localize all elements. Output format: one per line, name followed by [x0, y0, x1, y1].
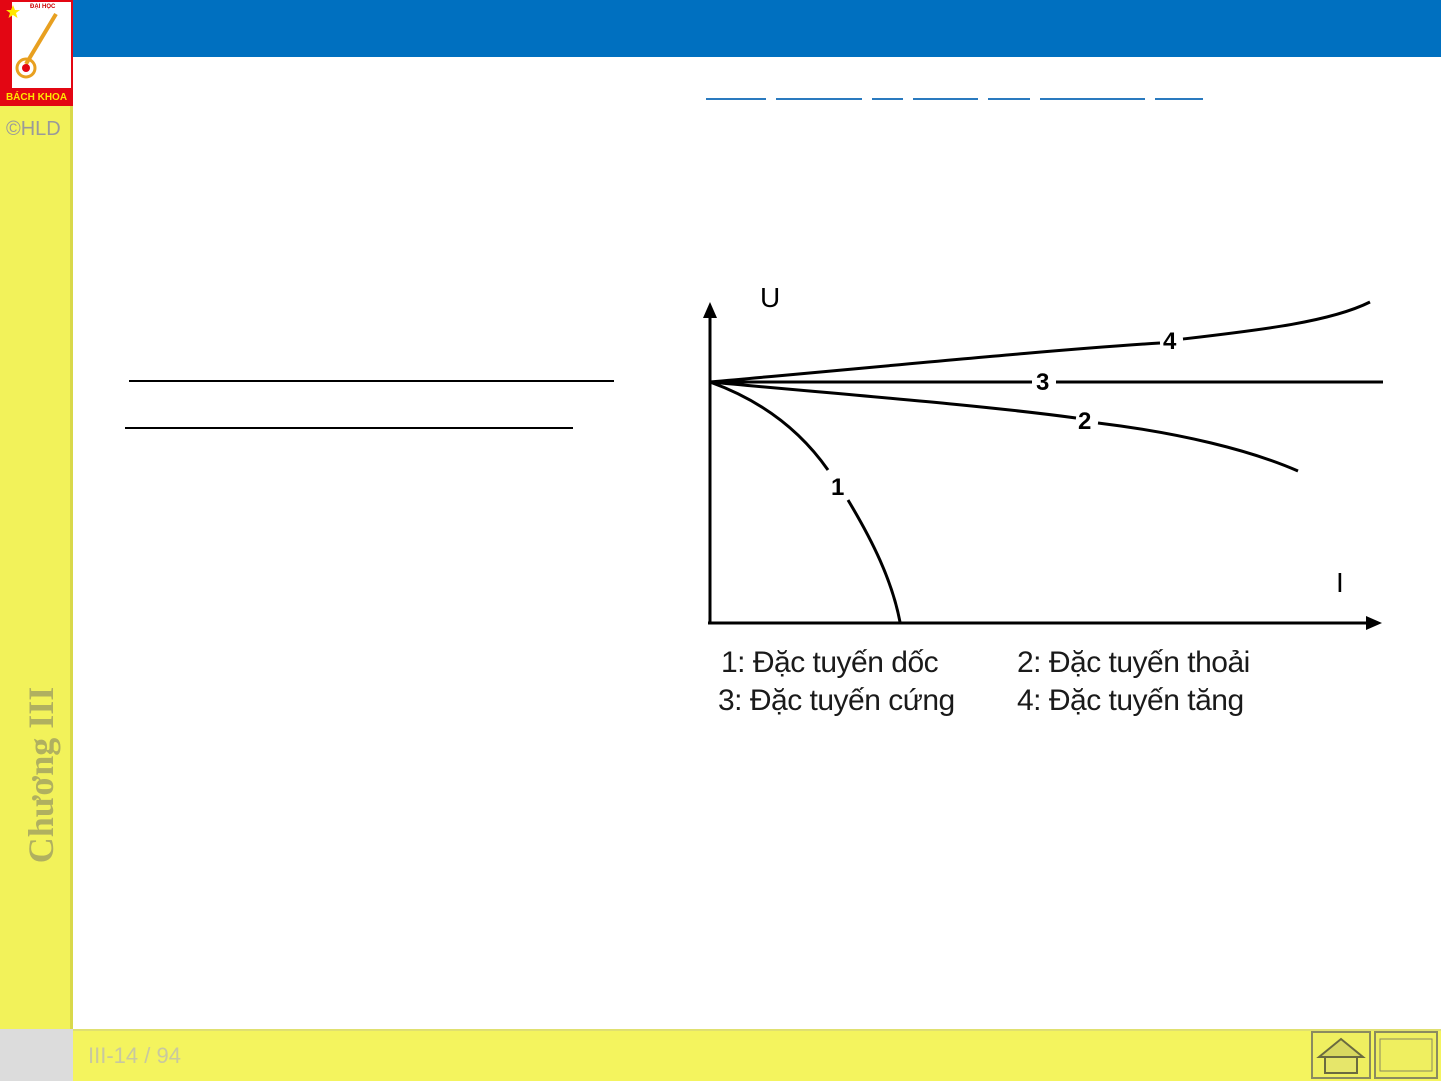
- y-axis-arrow: [703, 302, 717, 318]
- curve-label-2: 2: [1078, 408, 1092, 435]
- curve-label-3: 3: [1036, 369, 1050, 396]
- legend-item-2: 2: Đặc tuyến thoải: [1017, 646, 1250, 679]
- x-axis-label: I: [1336, 567, 1344, 598]
- legend-item-1: 1: Đặc tuyến dốc: [721, 646, 939, 679]
- x-axis-arrow: [1366, 616, 1382, 630]
- y-axis-label: U: [760, 282, 781, 313]
- curve-label-4: 4: [1163, 328, 1177, 355]
- chapter-label: Chương III: [21, 686, 61, 864]
- legend-item-4: 4: Đặc tuyến tăng: [1017, 684, 1244, 717]
- curve-label-1: 1: [831, 474, 845, 501]
- copyright-text: ©HLD: [6, 118, 61, 140]
- curve-2: [710, 382, 1298, 471]
- curve-1: [710, 382, 900, 622]
- page-number: III-14 / 94: [88, 1043, 181, 1068]
- logo-top-text: ĐẠI HỌC: [30, 4, 56, 10]
- legend-item-3: 3: Đặc tuyến cứng: [718, 684, 955, 717]
- logo-name: BÁCH KHOA: [5, 92, 68, 103]
